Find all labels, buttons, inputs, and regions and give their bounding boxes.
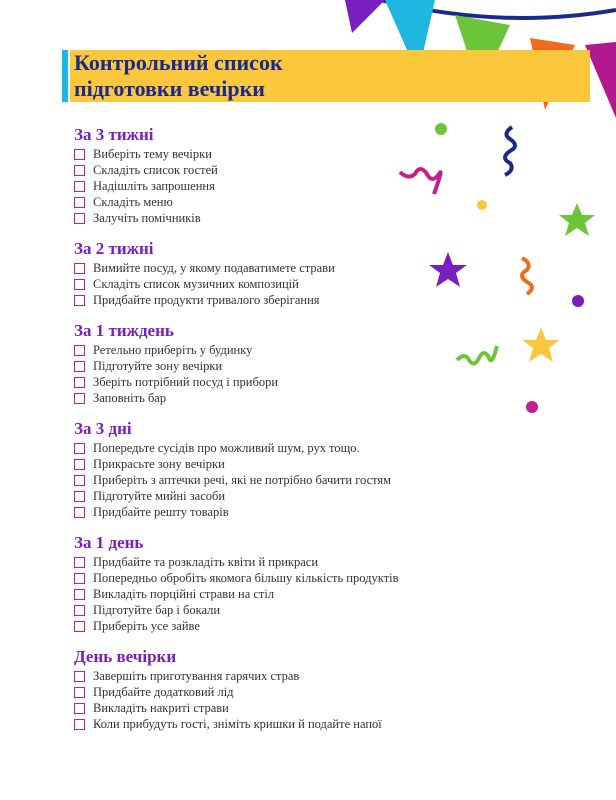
star-icon xyxy=(559,203,595,236)
checklist-item[interactable] xyxy=(74,472,399,488)
checklist-item[interactable] xyxy=(74,684,399,700)
confetti-swirl xyxy=(400,169,441,194)
item-label: Попередньо обробіть якомога більшу кількість продуктів xyxy=(93,571,399,585)
checkbox[interactable] xyxy=(74,703,85,714)
confetti-swirl xyxy=(505,127,515,175)
item-label: Прикрасьте зону вечірки xyxy=(93,457,225,471)
checklist-item[interactable] xyxy=(74,194,399,210)
confetti-dot xyxy=(526,401,538,413)
confetti-swirl xyxy=(457,346,497,364)
checklist-item[interactable] xyxy=(74,700,399,716)
checkbox[interactable] xyxy=(74,345,85,356)
item-label: Виберіть тему вечірки xyxy=(93,147,212,161)
item-label: Приберіть усе зайве xyxy=(93,619,200,633)
checklist-section xyxy=(74,418,399,520)
checklist-item[interactable] xyxy=(74,260,399,276)
confetti-swirl xyxy=(522,258,532,294)
checklist-item[interactable] xyxy=(74,602,399,618)
item-label: Придбайте продукти тривалого зберігання xyxy=(93,293,320,307)
star-icon xyxy=(429,252,467,287)
item-label: Заповніть бар xyxy=(93,391,167,405)
checkbox[interactable] xyxy=(74,393,85,404)
section-heading: За 1 тиждень xyxy=(74,321,174,340)
section-heading: За 2 тижні xyxy=(74,239,154,258)
checkbox[interactable] xyxy=(74,213,85,224)
item-label: Придбайте додатковий лід xyxy=(93,685,234,699)
checklist-item[interactable] xyxy=(74,276,399,292)
checklist xyxy=(74,124,399,744)
title-line: підготовки вечірки xyxy=(74,76,265,101)
checkbox[interactable] xyxy=(74,573,85,584)
item-label: Коли прибудуть гості, зніміть кришки й подайте напої xyxy=(93,717,382,731)
checkbox[interactable] xyxy=(74,279,85,290)
page-title xyxy=(74,50,283,102)
item-label: Зберіть потрібний посуд і прибори xyxy=(93,375,279,389)
checklist-item[interactable] xyxy=(74,586,399,602)
checkbox[interactable] xyxy=(74,719,85,730)
item-label: Викладіть порційні страви на стіл xyxy=(93,587,275,601)
item-label: Викладіть накриті страви xyxy=(93,701,229,715)
section-heading: За 3 тижні xyxy=(74,125,154,144)
item-label: Складіть список музичних композицій xyxy=(93,277,299,291)
checkbox[interactable] xyxy=(74,443,85,454)
checklist-section xyxy=(74,532,399,634)
checklist-item[interactable] xyxy=(74,488,399,504)
checkbox[interactable] xyxy=(74,361,85,372)
checkbox[interactable] xyxy=(74,589,85,600)
section-heading: За 1 день xyxy=(74,533,144,552)
item-label: Завершіть приготування гарячих страв xyxy=(93,669,300,683)
section-heading: День вечірки xyxy=(74,647,177,666)
checklist-item[interactable] xyxy=(74,390,399,406)
checklist-item[interactable] xyxy=(74,456,399,472)
checkbox[interactable] xyxy=(74,557,85,568)
checklist-item[interactable] xyxy=(74,210,399,226)
checklist-item[interactable] xyxy=(74,162,399,178)
item-label: Придбайте та розкладіть квіти й прикраси xyxy=(93,555,319,569)
checkbox[interactable] xyxy=(74,687,85,698)
confetti-dot xyxy=(572,295,584,307)
checklist-item[interactable] xyxy=(74,716,399,732)
checklist-item[interactable] xyxy=(74,146,399,162)
item-label: Приберіть з аптечки речі, які не потрібно бачити гостям xyxy=(93,473,392,487)
checklist-item[interactable] xyxy=(74,668,399,684)
confetti-dot xyxy=(435,123,447,135)
checkbox[interactable] xyxy=(74,621,85,632)
checkbox[interactable] xyxy=(74,197,85,208)
checkbox[interactable] xyxy=(74,295,85,306)
checklist-section xyxy=(74,238,399,308)
title-accent xyxy=(62,50,68,102)
checklist-item[interactable] xyxy=(74,374,399,390)
checklist-item[interactable] xyxy=(74,618,399,634)
checkbox[interactable] xyxy=(74,377,85,388)
checklist-item[interactable] xyxy=(74,554,399,570)
item-label: Вимийте посуд, у якому подаватимете страви xyxy=(93,261,335,275)
checklist-item[interactable] xyxy=(74,570,399,586)
item-label: Підготуйте зону вечірки xyxy=(93,359,223,373)
star-icon xyxy=(522,327,560,362)
checkbox[interactable] xyxy=(74,475,85,486)
item-label: Підготуйте мийні засоби xyxy=(93,489,226,503)
checklist-item[interactable] xyxy=(74,440,399,456)
item-label: Попередьте сусідів про можливий шум, рух тощо. xyxy=(93,441,360,455)
checklist-item[interactable] xyxy=(74,292,399,308)
item-label: Придбайте решту товарів xyxy=(93,505,229,519)
checkbox[interactable] xyxy=(74,605,85,616)
item-label: Складіть список гостей xyxy=(93,163,218,177)
checklist-section xyxy=(74,320,399,406)
item-label: Ретельно приберіть у будинку xyxy=(93,343,253,357)
confetti-dot xyxy=(477,200,487,210)
checkbox[interactable] xyxy=(74,149,85,160)
item-label: Складіть меню xyxy=(93,195,173,209)
checklist-item[interactable] xyxy=(74,342,399,358)
checklist-section xyxy=(74,646,399,732)
checklist-item[interactable] xyxy=(74,178,399,194)
checkbox[interactable] xyxy=(74,491,85,502)
checkbox[interactable] xyxy=(74,671,85,682)
checkbox[interactable] xyxy=(74,263,85,274)
checkbox[interactable] xyxy=(74,507,85,518)
item-label: Підготуйте бар і бокали xyxy=(93,603,221,617)
title-line: Контрольний список xyxy=(74,50,283,75)
checkbox[interactable] xyxy=(74,459,85,470)
checkbox[interactable] xyxy=(74,165,85,176)
checklist-section xyxy=(74,124,399,226)
item-label: Надішліть запрошення xyxy=(93,179,215,193)
item-label: Залучіть помічників xyxy=(93,211,201,225)
section-heading: За 3 дні xyxy=(74,419,132,438)
checkbox[interactable] xyxy=(74,181,85,192)
checklist-item[interactable] xyxy=(74,504,399,520)
checklist-item[interactable] xyxy=(74,358,399,374)
